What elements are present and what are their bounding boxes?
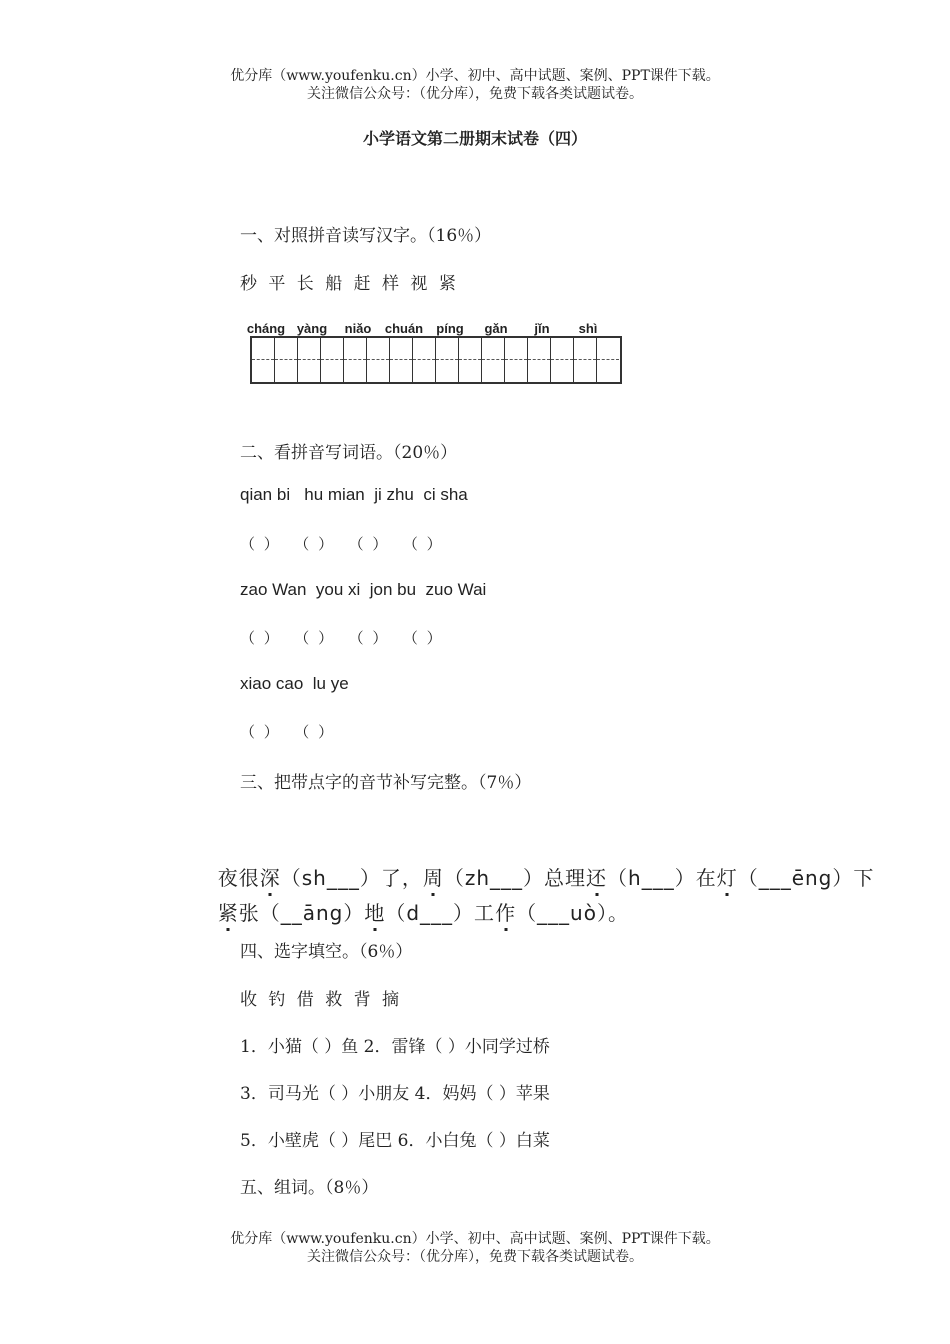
- writing-box[interactable]: [367, 338, 390, 382]
- writing-box[interactable]: [436, 338, 459, 382]
- section4-chars: 收 钓 借 救 背 摘: [240, 990, 403, 1010]
- writing-box[interactable]: [344, 338, 367, 382]
- pinyin-label: gǎn: [484, 321, 508, 336]
- section4-item-row-1[interactable]: 1．小猫（ ）鱼 2．雷锋（ ）小同学过桥: [240, 1037, 550, 1057]
- writing-box[interactable]: [275, 338, 298, 382]
- section2-heading: 二、看拼音写词语。（20％）: [240, 443, 458, 463]
- dotted-char: 作: [495, 901, 517, 925]
- section2-answer-row-3[interactable]: （ ） （ ）: [240, 723, 336, 741]
- blank-segment[interactable]: （d___）工: [385, 901, 496, 925]
- pinyin-label: chuán: [384, 321, 424, 336]
- writing-box-pair: [252, 338, 298, 382]
- writing-boxes: [250, 336, 622, 384]
- writing-box-pair: [344, 338, 390, 382]
- text-segment: 夜很: [217, 866, 260, 890]
- header-line-1: 优分库（www.youfenku.cn）小学、初中、高中试题、案例、PPT课件下载。: [230, 68, 720, 84]
- writing-box[interactable]: [597, 338, 619, 382]
- writing-box[interactable]: [252, 338, 275, 382]
- section5-heading: 五、组词。（8％）: [240, 1178, 379, 1198]
- blank-segment[interactable]: 张（__āng）: [238, 901, 365, 925]
- section2-pinyin-row-2: zao Wan you xi jon bu zuo Wai: [240, 580, 487, 599]
- writing-box[interactable]: [528, 338, 551, 382]
- blank-segment[interactable]: （zh___）总理: [443, 866, 587, 890]
- pinyin-label: cháng: [246, 321, 286, 336]
- writing-box[interactable]: [551, 338, 574, 382]
- writing-box[interactable]: [459, 338, 482, 382]
- writing-box[interactable]: [413, 338, 436, 382]
- writing-box[interactable]: [505, 338, 528, 382]
- page-header: [0, 67, 950, 103]
- section2-answer-row-2[interactable]: （ ） （ ） （ ） （ ）: [240, 629, 444, 647]
- dotted-char: 还: [586, 866, 608, 890]
- writing-box[interactable]: [390, 338, 413, 382]
- section2-answer-row-1[interactable]: （ ） （ ） （ ） （ ）: [240, 535, 444, 553]
- header-line-2: 关注微信公众号：（优分库），免费下载各类试题试卷。: [307, 86, 643, 102]
- section2-pinyin-row-1: qian bi hu mian ji zhu ci sha: [240, 485, 468, 504]
- dotted-char: 深: [259, 866, 281, 890]
- section4-item-row-3[interactable]: 5．小壁虎（ ）尾巴 6．小白兔（ ）白菜: [240, 1131, 550, 1151]
- dotted-char: 灯: [716, 866, 738, 890]
- writing-box[interactable]: [574, 338, 597, 382]
- section3-heading: 三、把带点字的音节补写完整。（7％）: [240, 773, 532, 793]
- writing-box-pair: [390, 338, 436, 382]
- pinyin-label: jǐn: [534, 321, 550, 336]
- pinyin-label: niǎo: [344, 321, 372, 336]
- writing-box[interactable]: [298, 338, 321, 382]
- writing-box[interactable]: [482, 338, 505, 382]
- section1-heading: 一、对照拼音读写汉字。（16％）: [240, 226, 492, 246]
- dotted-char: 地: [364, 901, 386, 925]
- dotted-char: 紧: [217, 901, 239, 925]
- blank-segment[interactable]: （sh___）了，: [280, 866, 423, 890]
- section2-pinyin-row-3: xiao cao lu ye: [240, 674, 349, 693]
- pinyin-label: yàng: [296, 321, 328, 336]
- page-title: 小学语文第二册期末试卷（四）: [362, 129, 587, 148]
- writing-box[interactable]: [321, 338, 344, 382]
- writing-box-pair: [298, 338, 344, 382]
- section3-sentence-line-2: [203, 873, 629, 926]
- dotted-char: 周: [422, 866, 444, 890]
- pinyin-label: shì: [578, 321, 598, 336]
- section4-heading: 四、选字填空。（6％）: [240, 942, 413, 962]
- writing-box-pair: [574, 338, 619, 382]
- blank-segment[interactable]: （h___）在: [607, 866, 717, 890]
- section4-item-row-2[interactable]: 3．司马光（ ）小朋友 4．妈妈（ ）苹果: [240, 1084, 550, 1104]
- writing-box-pair: [482, 338, 528, 382]
- blank-segment[interactable]: （___uò）。: [516, 901, 629, 925]
- footer-line-2: 关注微信公众号：（优分库），免费下载各类试题试卷。: [307, 1249, 643, 1265]
- section1-chars: 秒 平 长 船 赶 样 视 紧: [240, 274, 459, 294]
- page-footer: [0, 1230, 950, 1266]
- pinyin-writing-grid: [243, 316, 623, 384]
- blank-segment[interactable]: （___ēng）下: [737, 866, 875, 890]
- writing-box-pair: [528, 338, 574, 382]
- writing-box-pair: [436, 338, 482, 382]
- pinyin-label: píng: [436, 321, 464, 336]
- footer-line-1: 优分库（www.youfenku.cn）小学、初中、高中试题、案例、PPT课件下载。: [230, 1231, 720, 1247]
